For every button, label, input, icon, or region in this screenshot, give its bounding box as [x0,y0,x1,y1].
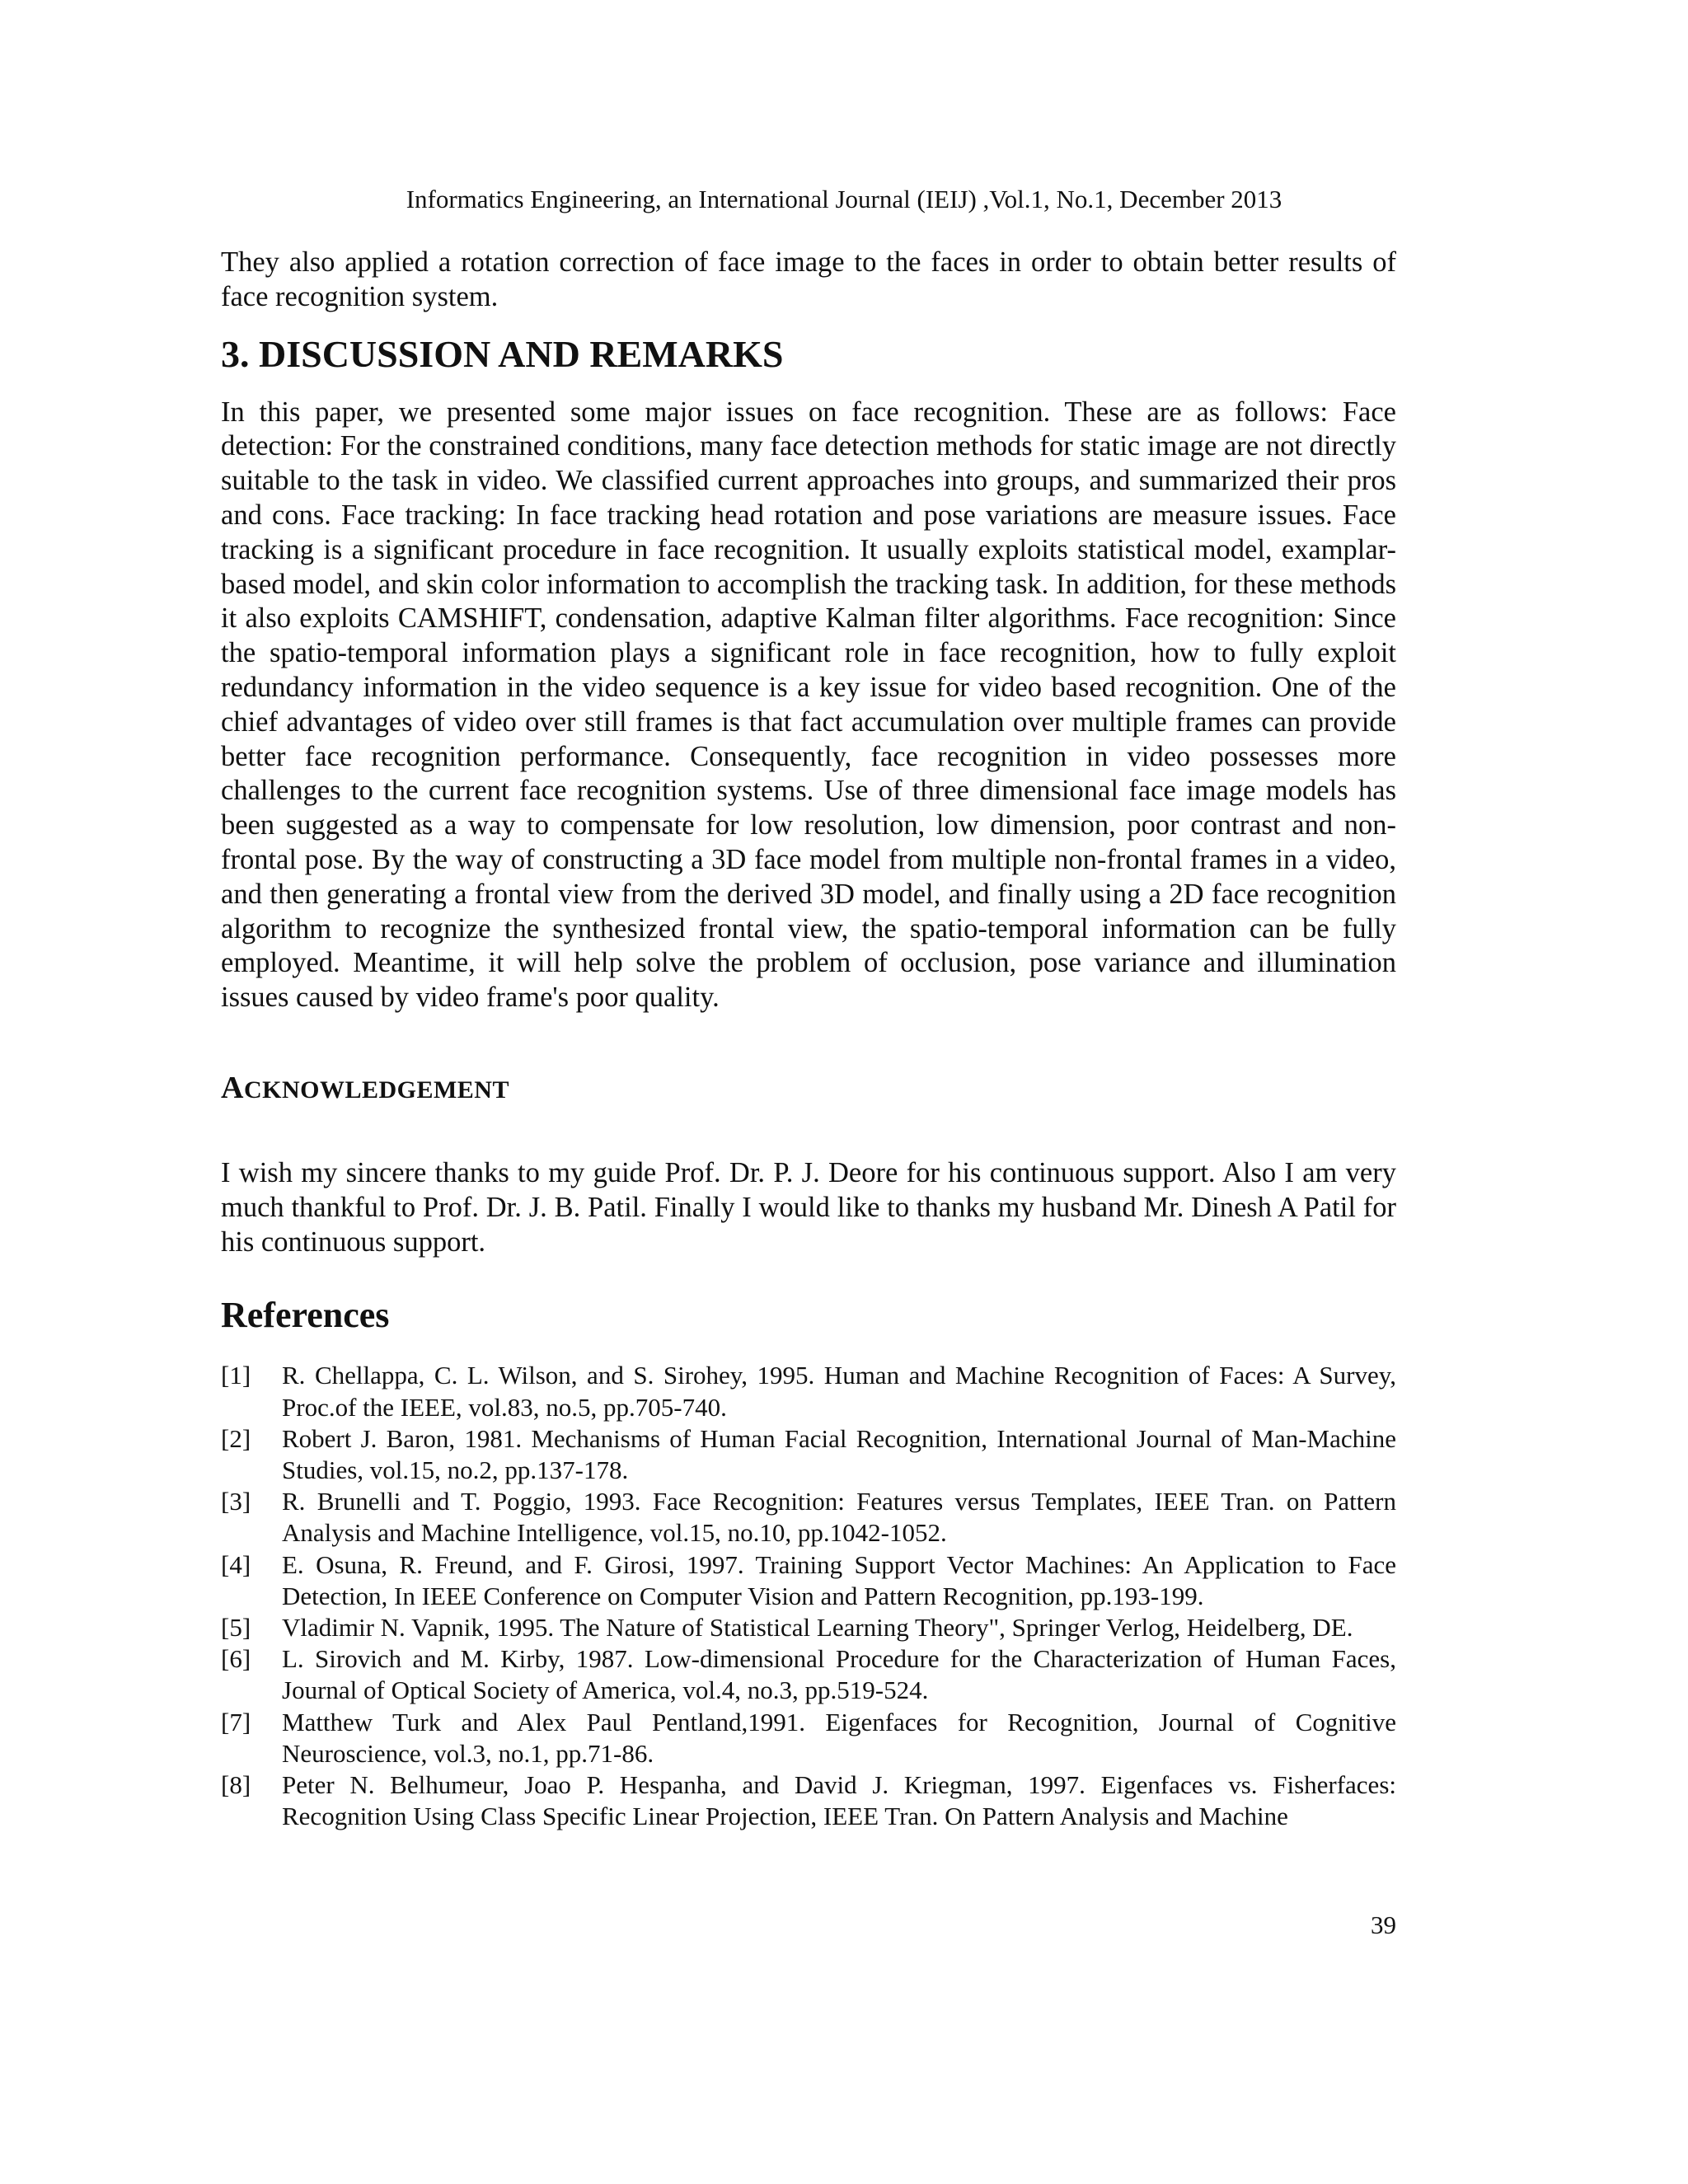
acknowledgement-heading-rest: CKNOWLEDGEMENT [243,1076,509,1104]
acknowledgement-heading-initial: A [221,1070,244,1105]
acknowledgement-heading [221,1070,1396,1108]
reference-item [221,1549,1396,1612]
reference-item [221,1486,1396,1549]
reference-number: [6] [221,1644,251,1674]
acknowledgement-paragraph: I wish my sincere thanks to my guide Prof. Dr. P. J. Deore for his continuous support. Also I am very much thankful to Prof. Dr. J. B. Patil. Finally I would like to thanks my husband Mr. Dinesh A Patil for his continuous support. [221,1156,1396,1258]
reference-item [221,1423,1396,1486]
reference-number: [7] [221,1707,251,1736]
reference-text: E. Osuna, R. Freund, and F. Girosi, 1997. Training Support Vector Machines: An Application to Face Detection, In IEEE Conference on Computer Vision and Pattern Recognition, pp.193-199. [282,1549,1396,1610]
reference-number: [5] [221,1612,251,1642]
page-content [221,246,1396,1832]
reference-text: R. Brunelli and T. Poggio, 1993. Face Recognition: Features versus Templates, IEEE Tran. on Pattern Analysis and Machine Intelligence, vol.15, no.10, pp.1042-1052. [282,1487,1396,1548]
intro-paragraph: They also applied a rotation correction of face image to the faces in order to obtain better results of face recognition system. [221,246,1396,312]
reference-item [221,1707,1396,1769]
reference-text: Matthew Turk and Alex Paul Pentland,1991. Eigenfaces for Recognition, Journal of Cognitive Neuroscience, vol.3, no.1, pp.71-86. [282,1707,1396,1768]
reference-number: [1] [221,1361,251,1390]
references-list [221,1360,1396,1832]
discussion-paragraph: In this paper, we presented some major issues on face recognition. These are as follows: Face detection: For the constrained conditions, many face detection methods for static image are not directly suitable to the task in video. We classified current approaches into groups, and summarized their pros and cons. Face tracking: In face tracking head rotation and pose variations are measure issues. Face tracking is a significant procedure in face recognition. It usually exploits statistical model, examplar-based model, and skin color information to accomplish the tracking task. In addition, for these methods it also exploits CAMSHIFT, condensation, adaptive Kalman filter algorithms. Face recognition: Since the spatio-temporal information plays a significant role in face recognition, how to fully exploit redundancy information in the video sequence is a key issue for video based recognition. One of the chief advantages of video over still frames is that fact accumulation over multiple frames can provide better face recognition performance. Consequently, face recognition in video possesses more challenges to the current face recognition systems. Use of three dimensional face image models has been suggested as a way to compensate for low resolution, low dimension, poor contrast and non-frontal pose. By the way of constructing a 3D face model from multiple non-frontal frames in a video, and then generating a frontal view from the derived 3D model, and finally using a 2D face recognition algorithm to recognize the synthesized frontal view, the spatio-temporal information can be fully employed. Meantime, it will help solve the problem of occlusion, pose variance and illumination issues caused by video frame's poor quality. [221,396,1396,1014]
page-number: 39 [1371,1910,1396,1939]
running-header: Informatics Engineering, an International Journal (IEIJ) ,Vol.1, No.1, December 2013 [406,185,1282,213]
reference-item [221,1360,1396,1422]
reference-text: L. Sirovich and M. Kirby, 1987. Low-dimensional Procedure for the Characterization of Human Faces, Journal of Optical Society of America, vol.4, no.3, pp.519-524. [282,1644,1396,1705]
reference-text: Robert J. Baron, 1981. Mechanisms of Human Facial Recognition, International Journal of Man-Machine Studies, vol.15, no.2, pp.137-178. [282,1423,1396,1484]
reference-text: Vladimir N. Vapnik, 1995. The Nature of Statistical Learning Theory", Springer Verlog, Heidelberg, DE. [282,1612,1353,1642]
references-heading: References [221,1295,390,1336]
reference-item [221,1769,1396,1832]
reference-item [221,1643,1396,1706]
reference-item [221,1612,1396,1643]
reference-number: [8] [221,1769,251,1799]
reference-number: [4] [221,1549,251,1579]
reference-text: R. Chellappa, C. L. Wilson, and S. Sirohey, 1995. Human and Machine Recognition of Faces: A Survey, Proc.of the IEEE, vol.83, no.5, pp.705-740. [282,1361,1396,1422]
reference-number: [2] [221,1423,251,1453]
reference-text: Peter N. Belhumeur, Joao P. Hespanha, and David J. Kriegman, 1997. Eigenfaces vs. Fisherfaces: Recognition Using Class Specific Linear Projection, IEEE Tran. On Pattern Analysis and Machine [282,1769,1396,1831]
reference-number: [3] [221,1487,251,1516]
section-heading-discussion: 3. DISCUSSION AND REMARKS [221,332,784,375]
